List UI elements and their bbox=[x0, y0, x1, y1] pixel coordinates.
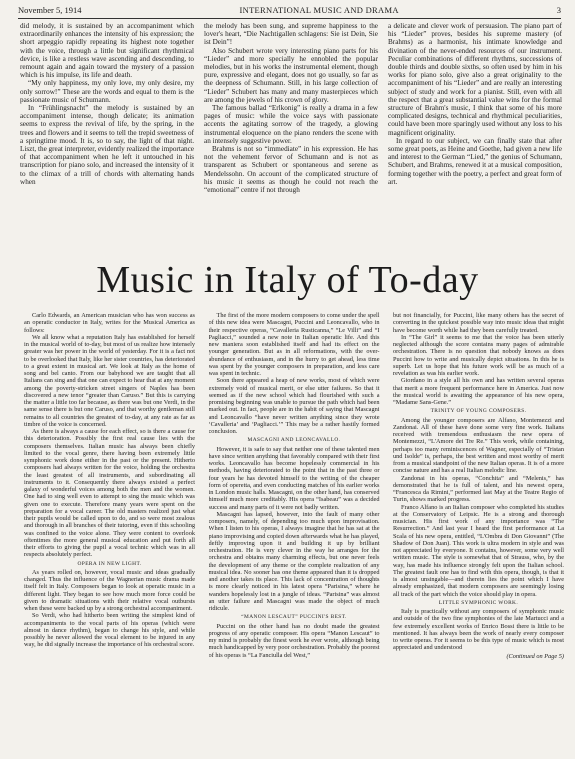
header-rule bbox=[18, 18, 561, 19]
paragraph: The famous ballad “Erlkonig” is really a drama in a few pages of music: while the voice says with passionate accents the agitating sorrow of the tragedy, a glowing instrumental eloquence on the piano renders the scene with an intensely suggestive power. bbox=[204, 104, 378, 145]
paragraph: As years rolled on, however, vocal music and ideas gradually changed. Thus the influence of the Wagnerian music drama made itself felt in Italy. Composers began to look at operatic music in a different light. They began to see how much more force could be given to dramatic situations with their relative vocal outbursts when these were backed up by a strong orchestral accompaniment. bbox=[24, 568, 195, 612]
paragraph: Among the younger composers are Alfano, Montemezzi and Zandonai. All of these have done some very fine work. Italians received with tremendous enthusiasm the new opera of Montemezzi, “L'Amore dei Tre Re.” This work, while containing, perhaps too many reminiscences of Wagner, especially of “Tristan und Isolde” is, perhaps, the best written and most worthy of merit from a musical standpoint of the new Italian operas. It is of a more concise nature and has a real Italian melodic line. bbox=[393, 416, 564, 475]
page-header bbox=[18, 5, 561, 17]
issue-date: November 5, 1914 bbox=[18, 5, 82, 15]
paragraph: Mascagni has lapsed, however, into the fault of many other composers, namely, of depending too much upon improvisation. When I listen to his operas, I always imagine that he has sat at the piano improvising and copied down afterwards what he has played, deftly improving upon it and building it up by brilliant orchestration. He is very clever in the way he arranges for the orchestra and obtains many charming effects, but one never feels the development of any theme or the complete realization of any musical idea. No sooner has one theme appeared than it is dropped and another takes its place. This lack of concentration of thoughts is more clearly noticed in his latest opera “Parisina,” where he wanders hopelessly lost in a jungle of ideas. “Parisina” was almost an utter failure and Mascagni was made the object of much ridicule. bbox=[208, 510, 380, 612]
page-number: 3 bbox=[556, 5, 561, 15]
paragraph: Carlo Edwards, an American musician who has won success as an operatic conductor in Italy, writes for the Musical America as follows: bbox=[24, 312, 195, 334]
section-heading: MASCAGNI AND LEONCAVALLO. bbox=[247, 437, 341, 444]
paragraph: “My only happiness, my only love, my only desire, my only sorrow!” These are the words and equal to them is the passionate music of Schumann. bbox=[20, 79, 194, 104]
article-column-1 bbox=[24, 312, 195, 752]
paragraph: In “Frühlingsnacht” the melody is sustained by an accompaniment intense, though delicate; its animation seems to express the revival of life, by the spring, in the trees and flowers and it seems to tell the trepid sweetness of a springtime mood. It is, so to say, the light of that night. Liszt, the great interpreter, evidently realized the importance of that accompaniment when he left it untouched in his transcription for piano solo, and increased the intensity of it to the climax of a trill of chords with alternating hands when bbox=[20, 104, 194, 186]
article-column-3 bbox=[393, 312, 564, 752]
top-column-1 bbox=[20, 22, 194, 252]
paragraph: We all know what a reputation Italy has established for herself in the musical world of to-day, but most of us realize how intensely greater was her power in the world of yesterday. For it is a fact not to be overlooked that Italy, like her sister countries, has deteriorated to a great extent in musical art. We look at Italy as the home of song and bel canto. From our babyhood we are taught that all Italians can sing and that one can expect to hear that at any moment among the poverty-stricken street singers of Naples has been discovered a new tenor “greater than Caruso.” But this is carrying the matter a little too far because, as there was but one Verdi, in the same sense there is but one Caruso, and that worthy gentleman still remains to all countries the greatest of to-day, at any rate as far as timbre of the voice is concerned. bbox=[24, 333, 195, 428]
paragraph: As there is always a cause for each effect, so is there a cause for this deterioration. Possibly the first real cause lies with the composers themselves. Italian music has always been chiefly limited to the vocal genre, there having been extremely little symphonic work done either in the past or the present. Hitherto composers had always written for the voice, holding the orchestra the least greatest of all instruments, and subordinating all instruments to it. Consequently there always existed a perfect galaxy of wonderful voices among both the men and the women. One had to sing well even to attempt to sing the music which was given one to execute. Therefore many years were spent on the preparation for a vocal career. The old masters realized just what their pupils would be called upon to do, and so were most zealous and thorough in all branches of their tutoring, even if this schooling was confined to the voice alone. They were content to overlook oftentimes the more general musical education and put forth all their efforts to giving the pupil a vocal technic which was in all respects absolutely perfect. bbox=[24, 428, 195, 559]
paragraph: Brahms is not so “immediate” in his expression. He has not the vehement fervor of Schumann and is not as transparent as Schubert or spontaneous and serene as Mendelssohn. On account of the complicated structure of his music it seems as though he could not reach the “emotional” centre if not through bbox=[204, 145, 378, 195]
top-column-3 bbox=[388, 22, 562, 252]
section-heading: “MANON LESCAUT” PUCCINI'S BEST. bbox=[241, 614, 347, 621]
paragraph: the melody has been sung, and supreme happiness to the lover's heart, “Die Nachtigallen schlagens: Sie ist Dein, Sie ist Dein”! bbox=[204, 22, 378, 47]
paragraph: Italy is practically without any composers of symphonic music and outside of the two fine symphonies of the late Martucci and a few extremely excellent works of Enrico Bossi there is little to be mentioned. It has always been the work of nearly every composer to write operas. For it seems to be this type of music which is most appreciated and understood bbox=[393, 608, 564, 652]
article-title: Music in Italy of To-day bbox=[96, 259, 479, 301]
section-heading: OPERA IN NEW LIGHT. bbox=[77, 560, 142, 567]
paragraph: Puccini on the other hand has no doubt made the greatest progress of any operatic composer. His opera “Manon Lescaut” to my mind is probably the finest work he ever wrote, although being much handicapped by very poor orchestration. Probably the poorest of his operas is “La Fanciulla del West,” bbox=[208, 622, 380, 659]
paragraph: Giordano in a style all his own and has written several operas that merit a more frequent performance here in America. Just now the musical world is awaiting the appearance of his new opera, “Madame Sans-Gene.” bbox=[393, 377, 564, 406]
paragraph: but not financially, for Puccini, like many others has the secret of converting in the quickest possible way into music ideas that might have become worth while had they been carefully treated. bbox=[393, 312, 564, 334]
paragraph: The first of the more modern composers to come under the spell of this new idea were Mascagni, Puccini and Leoncavallo, who in their respective operas, “Cavalleria Rusticanna,” “Le Villi” and “I Pagliacci,” sounded a new note in Italian operatic life. And this new maniera soon established itself and had its effect on the younger generation. But as in all reformations, with the over-abundance of enthusiasm, and in the hurry to get ahead, less time was spent by the younger composers in preparation, and less care was spent in technic. bbox=[208, 312, 380, 377]
paragraph: So Verdi, who had hitherto been writing the simplest kind of accompaniments to the vocal parts of his operas (which were almost in dance rhythm), began to change his style, and while possibly he never allowed the vocal element to be injured in any way, he did signally increase the importance of his orchestral score. bbox=[24, 612, 195, 649]
continued-note: (Continued on Page 5) bbox=[506, 652, 564, 660]
main-article bbox=[24, 312, 564, 752]
paragraph: However, it is safe to say that neither one of these talented men have since written anything that favorably compared with their first works. Leoncavallo has become hopelessly commercial in his methods, having deteriorated to the point that in the past three or four years he has devoted himself to the writing of the cheaper form of operetta, and even conducting matches of his earlier works in London music halls. Mascagni, on the other hand, has conserved himself much more creditably. His opera “Isabeau” was a decided success and many parts of it were not badly written. bbox=[208, 445, 380, 511]
paragraph: a delicate and clever work of persuasion. The piano part of his “Lieder” proves, besides his supreme mastery (of Brahms) as a harmonist, his intimate knowledge and divination of the never-ended resources of our instrument. Peculiar combinations of different rhythms, successions of double thirds and double sixths, so often used by him in his works for piano solo, give also a great originality to the accompaniment of his “Lieder” and are really an interesting subject of study and work for a pianist. Still, even with all the respect that a great substantial value wins for the formal structure of Brahm's music, I think that some of his more complicated designs, technical and rhythmical peculiarities, could have been more sparingly used without any loss to his magnificent originality. bbox=[388, 22, 562, 137]
paragraph: Soon there appeared a heap of new works, most of which were extremely void of musical merit, or else utter failures. So that it seemed as if the new school which had flourished with such a promising beginning was unable to pursue the path which had been marked out. In fact, people are in the habit of saying that Mascagni and Leoncavallo “have never written anything since they wrote ‘Cavalleria’ and ‘Pagliacci.’” This may be a rather hastily formed conclusion. bbox=[208, 377, 380, 435]
section-heading: LITTLE SYMPHONIC WORK. bbox=[438, 599, 519, 606]
paragraph: Zandonai in his operas, “Conchita” and “Melenis,” has demonstrated that he is full of talent, and his newest opera, “Francesca da Rimini,” performed last May at the Teatre Regio of Turin, shows marked progress. bbox=[393, 474, 564, 504]
paragraph: In regard to our subject, we can finally state that after some great poets, as Heine and Goethe, had given a new life and interest to the German “Lied,” the genius of Schumann, Schubert, and Brahms, renewed it at a musical composition, forming together with the poetry, a perfect and great form of art. bbox=[388, 136, 562, 186]
publication-title: INTERNATIONAL MUSIC AND DRAMA bbox=[239, 5, 399, 15]
paragraph: In “The Girl” it seems to me that the voice has been utterly neglected although the score contains many pages of admirable orchestration. There is no question that nobody knows as does Puccini how to write and musically depict situations. In this he is superb. Let us hope that his future work will be as much of a revelation as was his earlier work. bbox=[393, 333, 564, 377]
paragraph: Also Schubert wrote very interesting piano parts for his “Lieder” and more specially he ennobled the popular melodies, but in his works the instrumental element, though pure, expressive and elegant, does not go usually, so far as the deepness of Schumann. Still, in his large collection of “Lieder” Schubert has many and many masterpieces which are among the jewels of his crown of glory. bbox=[204, 46, 378, 104]
top-column-2 bbox=[204, 22, 378, 252]
paragraph: did melody, it is sustained by an accompaniment which extraordinarily enhances the intensity of his expression; the short arpeggio rapidly repeating its highest note together with the voice, through a little but significant rhythmical device, is like a restless wave ascending and descending, to remount again and again toward the mystery of a passion which is his impulse, its life and death. bbox=[20, 22, 194, 80]
section-heading: TRINITY OF YOUNG COMPOSERS. bbox=[430, 408, 527, 415]
paragraph: Franco Alfano is an Italian composer who completed his studies at the Conservatory of Leipsic. He is a strong and thorough musician. His first work of any importance was “The Resurrection.” And last year I heard the first performance at La Scala of his new opera, entitled, “L'Ombra di Don Giovanni” (The Shadow of Don Juan). This work is ultra modern in style and was not appreciated by everyone. It contains, however, some very well written music. The style is somewhat that of Strauss, who, by the way, has made his influence strongly felt upon the Italian school. The greatest fault one has to find with this opera, though, is that it is almost unsingable—and therein lies the point which I have already emphasized, that modern composers are seemingly losing all track of the part which the voice should play in opera. bbox=[393, 503, 564, 598]
continued-article bbox=[20, 22, 562, 252]
article-column-2 bbox=[209, 312, 380, 752]
